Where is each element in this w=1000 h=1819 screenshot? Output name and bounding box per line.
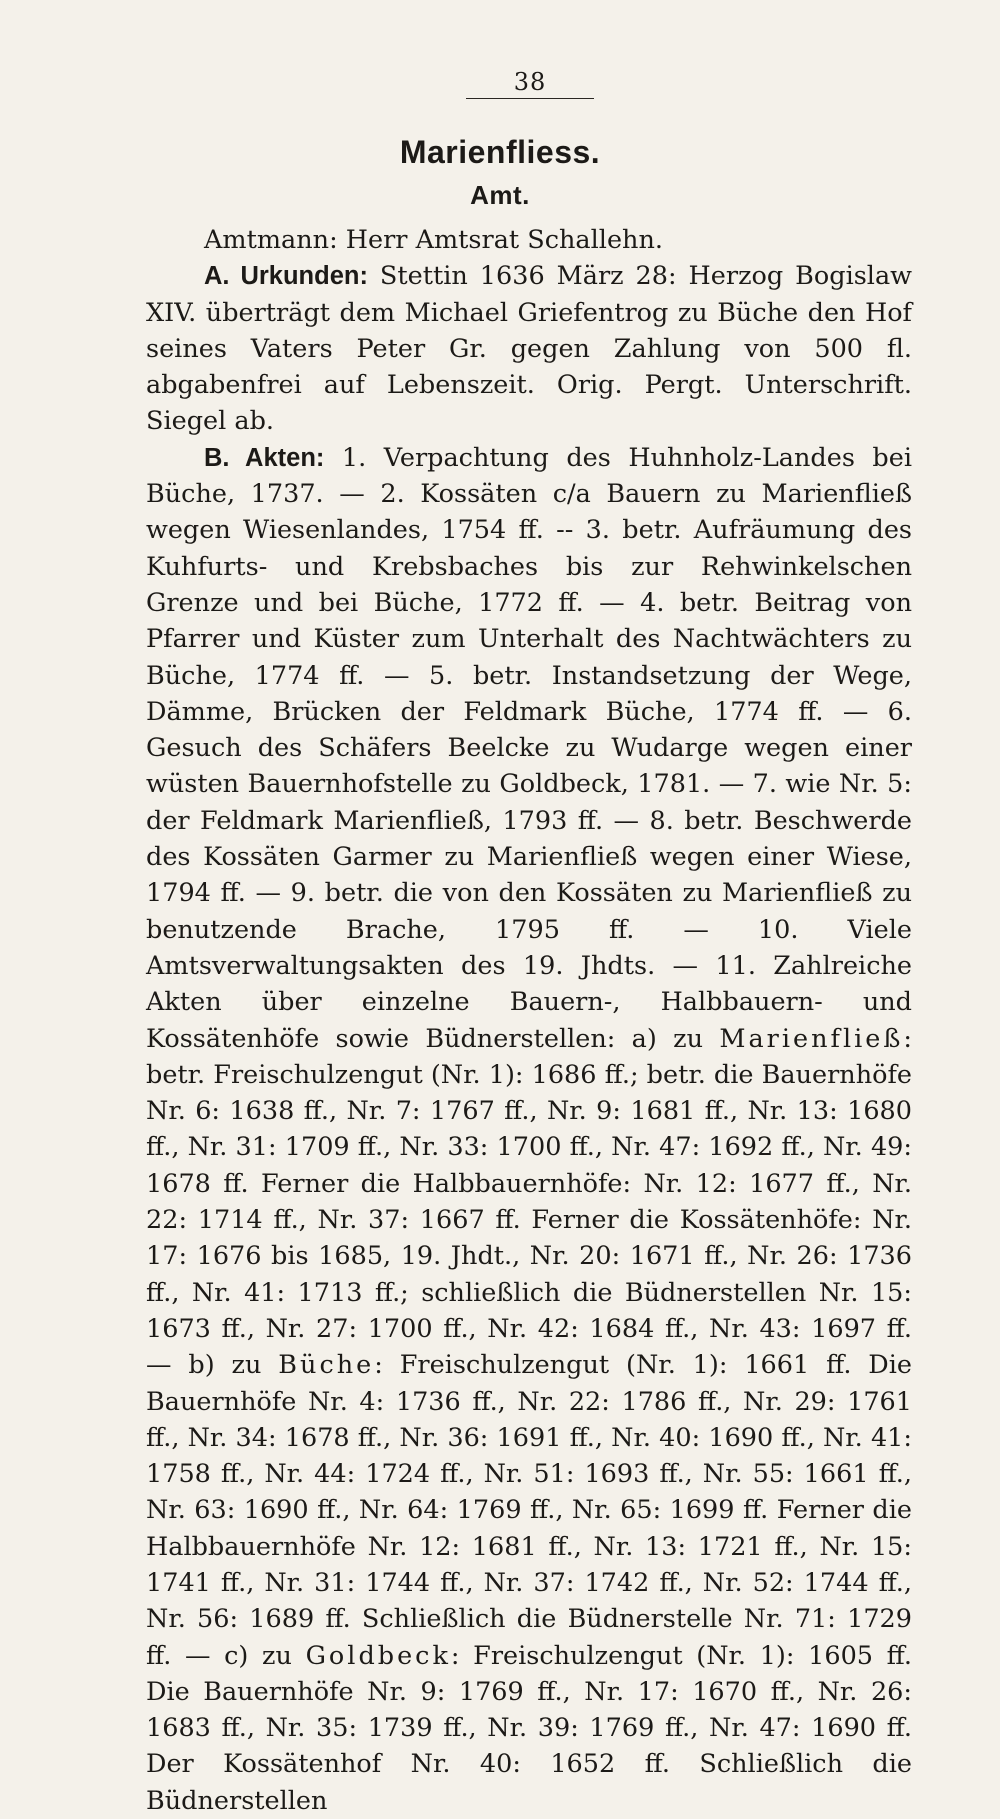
amtmann-line: Amtmann: Herr Amtsrat Schallehn. (204, 225, 663, 255)
akten-text-3: : Freischulzengut (Nr. 1): 1661 ff. Die Bauernhöfe Nr. 4: 1736 ff., Nr. 22: 1786 ff., Nr. 29: 1761 ff., Nr. 34: 1678 ff., Nr. 36: 1691 ff., Nr. 40: 1690 ff., Nr. 41: 1758 ff., Nr. 44: 1724 ff., Nr. 51: 1693 ff., Nr. 55: 1661 ff., Nr. 63: 1690 ff., Nr. 64: 1769 ff., Nr. 65: 1699 ff. Ferner die Halbbauernhöfe Nr. 12: 1681 ff., Nr. 13: 1721 ff., Nr. 15: 1741 ff., Nr. 31: 1744 ff., Nr. 37: 1742 ff., Nr. 52: 1744 ff., Nr. 56: 1689 ff. Schließlich die Büdnerstelle Nr. 71: 1729 ff. — c) zu (146, 1350, 912, 1671)
akten-paragraph (146, 440, 912, 1819)
akten-label: B. Akten: (204, 443, 325, 472)
body-text (146, 222, 912, 1819)
section-subtitle: Amt. (470, 180, 530, 210)
akten-text-2: : betr. Freischulzengut (Nr. 1): 1686 ff.; betr. die Bauernhöfe Nr. 6: 1638 ff., Nr. 7: 1767 ff., Nr. 9: 1681 ff., Nr. 13: 1680 ff., Nr. 31: 1709 ff., Nr. 33: 1700 ff., Nr. 47: 1692 ff., Nr. 49: 1678 ff. Ferner die Halbbauernhöfe: Nr. 12: 1677 ff., Nr. 22: 1714 ff., Nr. 37: 1667 ff. Ferner die Kossätenhöfe: Nr. 17: 1676 bis 1685, 19. Jhdt., Nr. 20: 1671 ff., Nr. 26: 1736 ff., Nr. 41: 1713 ff.; schließlich die Büdnerstellen Nr. 15: 1673 ff., Nr. 27: 1700 ff., Nr. 42: 1684 ff., Nr. 43: 1697 ff. — b) zu (146, 1023, 912, 1381)
urkunden-label: A. Urkunden: (204, 262, 368, 291)
header-rule (466, 98, 594, 99)
urkunden-paragraph (146, 258, 912, 439)
akten-text-1: 1. Verpachtung des Huhnholz-Landes bei Büche, 1737. — 2. Kossäten c/a Bauern zu Marienfließ wegen Wiesenlandes, 1754 ff. -- 3. betr. Aufräumung des Kuhfurts- und Krebsbaches bis zur Rehwinkelschen Grenze und bei Büche, 1772 ff. — 4. betr. Beitrag von Pfarrer und Küster zum Unterhalt des Nachtwächters zu Büche, 1774 ff. — 5. betr. Instandsetzung der Wege, Dämme, Brücken der Feldmark Büche, 1774 ff. — 6. Gesuch des Schäfers Beelcke zu Wudarge wegen einer wüsten Bauernhofstelle zu Goldbeck, 1781. — 7. wie Nr. 5: der Feldmark Marienfließ, 1793 ff. — 8. betr. Beschwerde des Kossäten Garmer zu Marienfließ wegen einer Wiese, 1794 ff. — 9. betr. die von den Kossäten zu Marienfließ zu benutzende Brache, 1795 ff. — 10. Viele Amtsverwaltungsakten des 19. Jhdts. — 11. Zahlreiche Akten über einzelne Bauern-, Halbbauern- und Kossätenhöfe sowie Büdnerstellen: a) zu (146, 442, 912, 1054)
urkunden-text: Stettin 1636 März 28: Herzog Bogislaw XIV. überträgt dem Michael Griefentrog zu Büche den Hof seines Vaters Peter Gr. gegen Zahlung von 500 fl. abgabenfrei auf Lebenszeit. Orig. Pergt. Unterschrift. Siegel ab. (146, 261, 912, 437)
section-title: Marienfliess. (399, 134, 601, 170)
akten-text-4: : Freischulzengut (Nr. 1): 1605 ff. Die Bauernhöfe Nr. 9: 1769 ff., Nr. 17: 1670 ff., Nr. 26: 1683 ff., Nr. 35: 1739 ff., Nr. 39: 1769 ff., Nr. 47: 1690 ff. Der Kossätenhof Nr. 40: 1652 ff. Schließlich die Büdnerstellen (146, 1640, 912, 1816)
page-number: 38 (513, 68, 547, 96)
place-marienfliess: Marienfließ (719, 1023, 904, 1054)
place-goldbeck: Goldbeck (305, 1640, 451, 1671)
place-bueche: Büche (278, 1350, 375, 1381)
